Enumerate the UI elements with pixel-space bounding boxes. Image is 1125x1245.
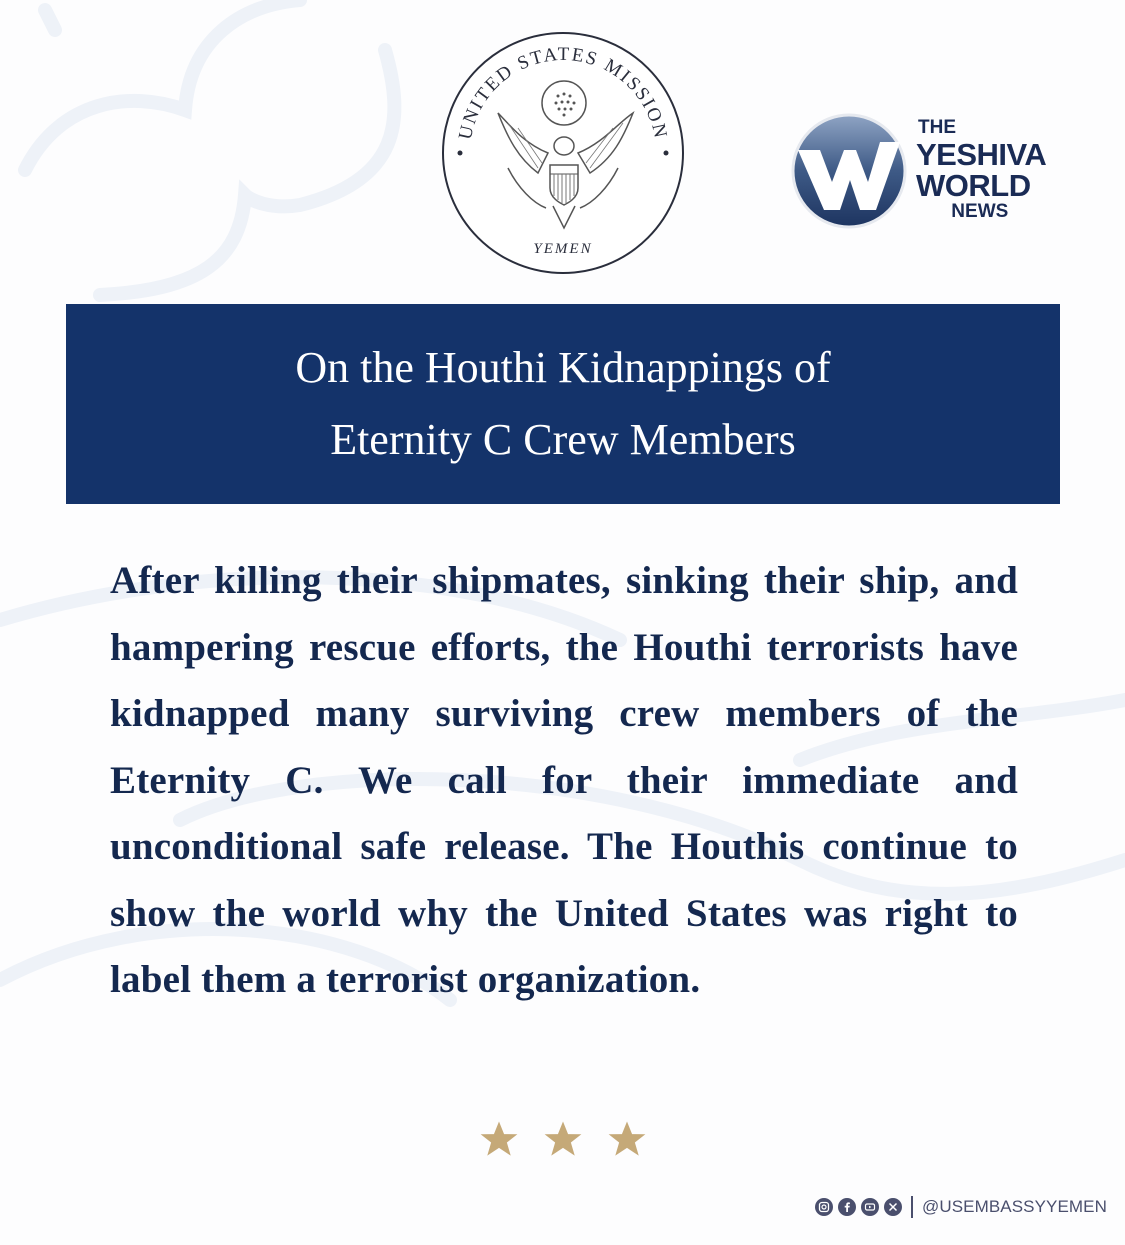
ywn-the: THE — [918, 117, 956, 138]
ywn-world: WORLD — [916, 168, 1031, 203]
statement-title — [295, 332, 830, 476]
star-icon — [542, 1118, 584, 1160]
statement-body: After killing their shipmates, sinking their ship, and hampering rescue efforts, the Houthi terrorists have kidnapped many surviving crew members of the Eternity C. We call for their immediate and unconditional safe release. The Houthis continue to show the world why the United States was right to label them a terrorist organization. — [110, 559, 1018, 1001]
instagram-icon[interactable] — [815, 1198, 833, 1216]
title-line-2: Eternity C Crew Members — [330, 415, 796, 464]
decorative-stars — [478, 1118, 648, 1160]
footer-divider — [911, 1196, 913, 1218]
youtube-icon[interactable] — [861, 1198, 879, 1216]
news-outlet-logo — [790, 108, 1065, 236]
seal-top-text: UNITED STATES MISSION — [454, 43, 672, 142]
x-icon[interactable] — [884, 1198, 902, 1216]
embassy-seal — [438, 28, 688, 278]
title-line-1: On the Houthi Kidnappings of — [295, 343, 831, 392]
facebook-icon[interactable] — [838, 1198, 856, 1216]
star-icon — [478, 1118, 520, 1160]
social-footer — [815, 1196, 1107, 1218]
social-handle[interactable]: @USEMBASSYYEMEN — [921, 1197, 1107, 1216]
ywn-w-icon — [790, 112, 908, 230]
star-icon — [606, 1118, 648, 1160]
seal-bottom-text: YEMEN — [533, 241, 593, 257]
ywn-news: NEWS — [951, 201, 1009, 222]
title-banner — [66, 304, 1060, 504]
ywn-yeshiva: YESHIVA — [916, 137, 1047, 172]
